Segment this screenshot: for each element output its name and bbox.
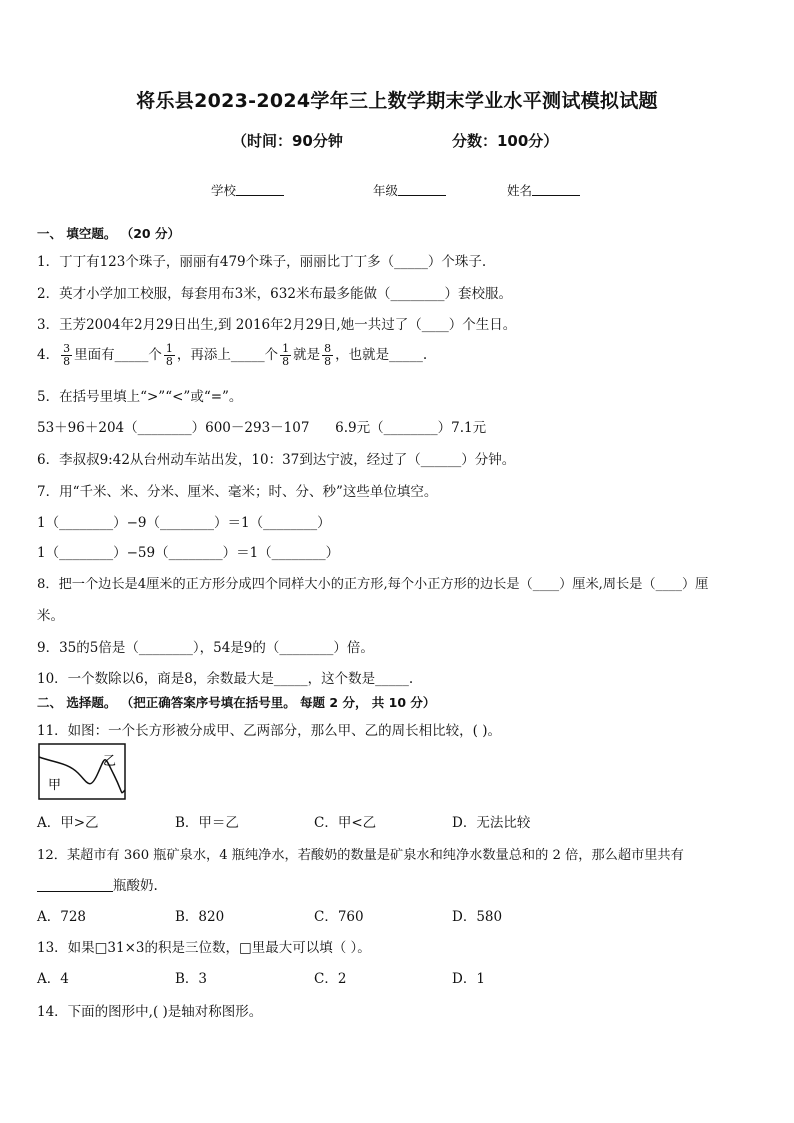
label-yi: 乙: [103, 754, 117, 769]
q12-cont-text: 瓶酸奶.: [113, 878, 158, 894]
question-8: 8．把一个边长是4厘米的正方形分成四个同样大小的正方形,每个小正方形的边长是（____）厘米,周长是（____）厘: [37, 577, 709, 592]
q4-number: 4．: [37, 347, 60, 363]
name-label: 姓名: [507, 183, 533, 198]
question-14: 14．下面的图形中,( )是轴对称图形。: [37, 1004, 263, 1020]
label-jia: 甲: [48, 778, 62, 793]
fraction: $\frac{8}{8}$: [324, 342, 332, 368]
q4-text-1: 里面有_____个: [74, 347, 162, 363]
question-11: 11．如图：一个长方形被分成甲、乙两部分，那么甲、乙的周长相比较，( )。: [37, 723, 502, 739]
q4-text-4: ，也就是_____.: [335, 347, 428, 363]
fraction: $\frac{1}{8}$: [282, 342, 290, 368]
question-12: 12．某超市有 360 瓶矿泉水，4 瓶纯净水，若酸奶的数量是矿泉水和纯净水数量总和的 2 倍，那么超市里共有: [37, 848, 684, 863]
question-8-cont: 米。: [37, 608, 64, 624]
q13-option-b: B．3: [175, 971, 208, 987]
question-2: 2．英才小学加工校服，每套用布3米，632米布最多能做（________）套校服。: [37, 286, 512, 302]
q4-text-2: ，再添上_____个: [176, 347, 279, 363]
q13-option-a: A．4: [37, 971, 69, 987]
question-1: 1．丁丁有123个珠子，丽丽有479个珠子，丽丽比丁丁多（_____）个珠子.: [37, 254, 487, 270]
section-1-heading: 一、 填空题。 （20 分）: [37, 226, 180, 241]
question-6: 6．李叔叔9:42从台州动车站出发，10：37到达宁波，经过了（______）分钟。: [37, 452, 516, 468]
name-field: [507, 181, 580, 199]
question-7-line-2: 1（________）−59（________）＝1（________）: [37, 545, 340, 561]
q11-option-c: C．甲<乙: [314, 815, 377, 831]
question-13: 13．如果□31×3的积是三位数，□里最大可以填（ ）。: [37, 940, 371, 956]
school-label: 学校: [211, 183, 237, 198]
exam-time: （时间：90分钟: [232, 132, 343, 150]
grade-blank: [398, 183, 446, 196]
name-blank: [532, 183, 580, 196]
school-blank: [236, 183, 284, 196]
question-3: 3．王芳2004年2月29日出生,到 2016年2月29日,她一共过了（____）个生日。: [37, 317, 517, 333]
school-field: [211, 181, 284, 199]
rectangle-figure: [38, 743, 126, 800]
question-10: 10．一个数除以6，商是8，余数最大是_____，这个数是_____.: [37, 671, 414, 687]
section-2-heading: 二、 选择题。 （把正确答案序号填在括号里。 每题 2 分， 共 10 分）: [37, 695, 436, 710]
q11-option-b: B．甲＝乙: [175, 815, 239, 831]
question-4: [37, 340, 427, 370]
question-5: 5．在括号里填上“>”“<”或“=”。: [37, 389, 243, 405]
q11-option-d: D．无法比较: [452, 815, 531, 831]
question-7: 7．用“千米、米、分米、厘米、毫米；时、分、秒”这些单位填空。: [37, 484, 438, 500]
question-7-line-1: 1（________）−9（________）＝1（________）: [37, 515, 331, 531]
q13-option-c: C．2: [314, 971, 347, 987]
q12-option-c: C．760: [314, 909, 364, 925]
q11-option-a: A．甲>乙: [37, 815, 99, 831]
q12-option-b: B．820: [175, 909, 225, 925]
page-title: 将乐县2023-2024学年三上数学期末学业水平测试模拟试题: [136, 90, 658, 112]
question-9: 9．35的5倍是（________），54是9的（________）倍。: [37, 640, 374, 656]
q12-answer-blank: [37, 878, 113, 892]
exam-score: 分数：100分）: [452, 132, 559, 150]
grade-label: 年级: [373, 183, 399, 198]
q12-option-a: A．728: [37, 909, 87, 925]
grade-field: [373, 181, 446, 199]
q12-option-d: D．580: [452, 909, 503, 925]
question-5-items: 53＋96＋204（________）600－293－107 6.9元（________）7.1元: [37, 420, 487, 436]
fraction: $\frac{3}{8}$: [63, 342, 71, 368]
q13-option-d: D．1: [452, 971, 485, 987]
fraction: $\frac{1}{8}$: [165, 342, 173, 368]
question-12-cont: [37, 874, 158, 894]
q4-text-3: 就是: [293, 347, 321, 363]
